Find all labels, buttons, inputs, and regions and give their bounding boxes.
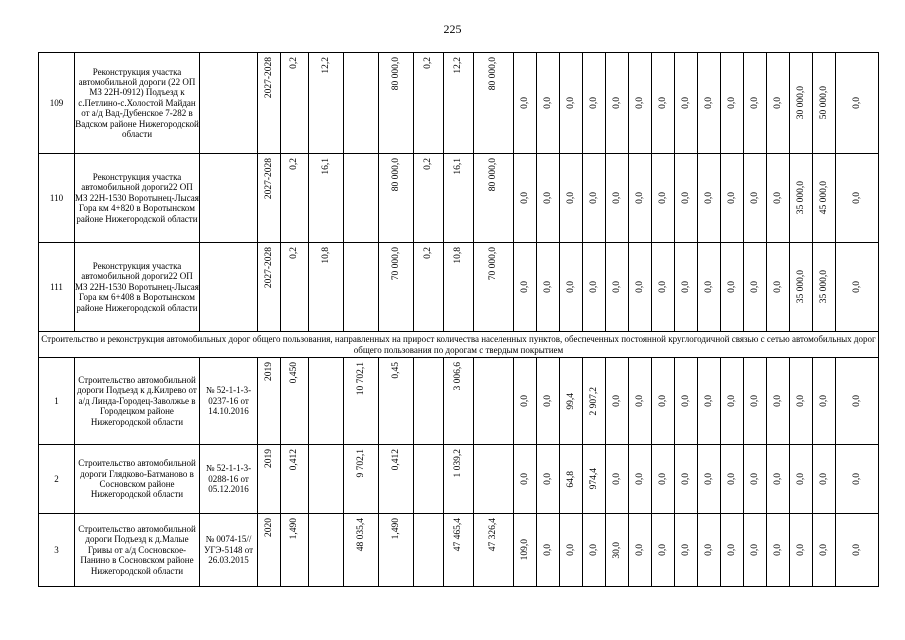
value-cell	[474, 358, 514, 445]
value-cell	[537, 358, 560, 445]
value-text: 0,0	[703, 192, 714, 204]
value-cell	[514, 53, 537, 154]
value-text: 0,0	[611, 281, 622, 293]
value-text: 0,0	[657, 281, 668, 293]
value-text: 0,0	[680, 544, 691, 556]
value-text: 2019	[263, 362, 274, 381]
value-cell	[514, 154, 537, 243]
value-cell	[744, 358, 767, 445]
value-text: 47 465,4	[453, 518, 463, 552]
value-cell	[698, 514, 721, 587]
value-cell	[474, 445, 514, 514]
value-cell	[721, 243, 744, 332]
value-cell	[606, 154, 629, 243]
value-cell	[675, 514, 698, 587]
value-cell	[514, 514, 537, 587]
value-cell	[414, 154, 444, 243]
value-cell	[309, 243, 344, 332]
value-text: 80 000,0	[488, 57, 498, 91]
value-text: 0,0	[680, 192, 691, 204]
value-text: 1 039,2	[453, 449, 463, 478]
value-text: 1,490	[390, 518, 401, 540]
value-cell	[675, 358, 698, 445]
value-text: 16,1	[320, 158, 331, 175]
value-text: 0,0	[680, 473, 691, 485]
value-cell	[767, 154, 790, 243]
value-cell	[444, 53, 474, 154]
value-text: 0,0	[772, 281, 783, 293]
value-text: 0,0	[726, 473, 737, 485]
value-text: 0,0	[588, 192, 599, 204]
object-name: Строительство автомобильной дороги Подъезд к д.Малые Гривы от а/д Сосновское-Панино в Сосновском районе Нижегородской области	[75, 514, 200, 587]
value-cell	[379, 514, 414, 587]
value-text: 0,0	[519, 97, 530, 109]
value-cell	[258, 53, 281, 154]
value-cell	[344, 445, 379, 514]
table-row	[39, 154, 879, 243]
object-name: Реконструкция участка автомобильной дороги (22 ОП МЗ 22Н-0912) Подъезд к с.Петлино-с.Холостой Майдан от а/д Вад-Дубенское 7-282 в Вадском районе Нижегородской области	[75, 53, 200, 154]
value-cell	[414, 53, 444, 154]
value-text: 0,0	[703, 395, 714, 407]
value-cell	[281, 154, 309, 243]
value-cell	[309, 358, 344, 445]
value-text: 16,1	[453, 158, 463, 175]
value-text: 0,0	[657, 97, 668, 109]
value-cell	[309, 154, 344, 243]
value-text: 0,0	[542, 395, 553, 407]
value-cell	[836, 154, 879, 243]
value-text: 10,8	[453, 247, 463, 264]
value-text: 0,0	[772, 97, 783, 109]
value-cell	[629, 154, 652, 243]
value-cell	[281, 358, 309, 445]
value-text: 1,490	[289, 518, 299, 540]
value-text: 0,0	[588, 281, 599, 293]
value-cell	[258, 243, 281, 332]
section-heading-row	[39, 332, 879, 358]
value-text: 12,2	[320, 57, 331, 74]
value-text: 0,0	[542, 97, 553, 109]
section-heading: Строительство и реконструкция автомобильных дорог общего пользования, направленных на прирост количества населенных пунктов, обеспеченных постоянной круглогодичной связью с сетью автомобильных дорог общего пользования по дорогам с твердым покрытием	[39, 332, 879, 358]
value-text: 0,0	[634, 192, 645, 204]
value-cell	[258, 514, 281, 587]
value-cell	[560, 445, 583, 514]
value-text: 9 702,1	[355, 449, 366, 478]
row-number: 109	[39, 53, 75, 154]
value-cell	[790, 358, 813, 445]
table-row	[39, 445, 879, 514]
value-text: 2027-2028	[263, 57, 274, 99]
value-text: 0,0	[611, 97, 622, 109]
value-cell	[698, 445, 721, 514]
value-cell	[537, 53, 560, 154]
value-cell	[790, 53, 813, 154]
value-text: 0,0	[851, 395, 862, 407]
value-cell	[675, 445, 698, 514]
value-cell	[629, 358, 652, 445]
value-cell	[444, 243, 474, 332]
value-cell	[629, 514, 652, 587]
value-text: 0,0	[851, 192, 862, 204]
value-cell	[583, 445, 606, 514]
value-cell	[583, 53, 606, 154]
value-cell	[698, 358, 721, 445]
value-cell	[652, 154, 675, 243]
value-cell	[721, 53, 744, 154]
value-cell	[474, 514, 514, 587]
value-text: 0,0	[657, 192, 668, 204]
value-cell	[537, 243, 560, 332]
value-text: 0,2	[289, 158, 299, 170]
value-text: 0,0	[519, 395, 530, 407]
value-text: 0,0	[749, 395, 760, 407]
value-text: 0,0	[542, 473, 553, 485]
value-text: 0,0	[565, 97, 576, 109]
value-cell	[813, 358, 836, 445]
value-text: 0,0	[680, 395, 691, 407]
value-text: 0,0	[818, 395, 829, 407]
value-cell	[344, 53, 379, 154]
object-name: Строительство автомобильной дороги Подъезд к д.Килрево от а/д Линда-Городец-Заволжье в Городецком районе Нижегородской области	[75, 358, 200, 445]
value-text: 30,0	[611, 541, 622, 559]
value-text: 70 000,0	[488, 247, 498, 281]
value-text: 974,4	[588, 468, 599, 490]
value-cell	[514, 243, 537, 332]
value-cell	[344, 154, 379, 243]
value-text: 0,0	[634, 281, 645, 293]
value-cell	[744, 445, 767, 514]
value-text: 0,0	[726, 281, 737, 293]
value-text: 0,0	[772, 473, 783, 485]
value-cell	[344, 358, 379, 445]
value-cell	[537, 445, 560, 514]
value-cell	[258, 445, 281, 514]
value-cell	[790, 154, 813, 243]
value-text: 0,0	[726, 97, 737, 109]
value-text: 99,4	[565, 392, 576, 410]
table-row	[39, 243, 879, 332]
value-cell	[606, 243, 629, 332]
table-row	[39, 358, 879, 445]
value-cell	[560, 358, 583, 445]
value-text: 50 000,0	[818, 86, 829, 120]
value-text: 2027-2028	[263, 247, 274, 289]
expertise-document: № 52-1-1-3-0288-16 от 05.12.2016	[200, 445, 258, 514]
value-cell	[474, 53, 514, 154]
value-text: 80 000,0	[390, 158, 401, 192]
value-cell	[281, 445, 309, 514]
value-cell	[444, 358, 474, 445]
value-cell	[379, 243, 414, 332]
value-text: 0,0	[772, 192, 783, 204]
value-cell	[560, 53, 583, 154]
value-cell	[258, 154, 281, 243]
value-cell	[344, 514, 379, 587]
value-text: 80 000,0	[390, 57, 401, 91]
row-number: 2	[39, 445, 75, 514]
value-cell	[414, 358, 444, 445]
value-cell	[583, 358, 606, 445]
value-text: 0,2	[423, 247, 433, 259]
object-name: Строительство автомобильной дороги Глядково-Батманово в Сосновском районе Нижегородской области	[75, 445, 200, 514]
value-cell	[309, 53, 344, 154]
value-cell	[560, 514, 583, 587]
value-cell	[767, 358, 790, 445]
value-text: 0,0	[565, 544, 576, 556]
value-text: 0,0	[818, 473, 829, 485]
value-text: 0,0	[795, 544, 806, 556]
value-cell	[258, 358, 281, 445]
value-text: 0,450	[289, 362, 299, 384]
value-cell	[698, 53, 721, 154]
table-row	[39, 53, 879, 154]
row-number: 110	[39, 154, 75, 243]
row-number: 1	[39, 358, 75, 445]
value-cell	[836, 243, 879, 332]
value-cell	[537, 154, 560, 243]
value-text: 0,0	[851, 544, 862, 556]
expertise-document	[200, 154, 258, 243]
value-cell	[675, 53, 698, 154]
value-cell	[721, 358, 744, 445]
value-text: 0,45	[390, 362, 401, 379]
value-cell	[444, 445, 474, 514]
value-cell	[629, 53, 652, 154]
value-text: 0,0	[680, 281, 691, 293]
value-cell	[414, 514, 444, 587]
value-cell	[721, 154, 744, 243]
value-cell	[537, 514, 560, 587]
value-cell	[744, 243, 767, 332]
value-text: 0,0	[519, 192, 530, 204]
value-cell	[790, 243, 813, 332]
value-cell	[767, 243, 790, 332]
page-number: 225	[443, 22, 462, 36]
value-text: 64,8	[565, 470, 576, 488]
value-text: 0,0	[851, 97, 862, 109]
value-text: 0,412	[390, 449, 401, 471]
value-cell	[721, 445, 744, 514]
value-cell	[652, 445, 675, 514]
value-cell	[790, 445, 813, 514]
value-cell	[652, 243, 675, 332]
value-cell	[813, 53, 836, 154]
value-text: 80 000,0	[488, 158, 498, 192]
value-text: 0,0	[818, 544, 829, 556]
value-cell	[744, 514, 767, 587]
value-cell	[379, 53, 414, 154]
value-text: 0,0	[634, 473, 645, 485]
value-text: 35 000,0	[795, 270, 806, 304]
value-text: 2 907,2	[588, 386, 599, 416]
value-text: 70 000,0	[390, 247, 401, 281]
value-cell	[414, 243, 444, 332]
object-name: Реконструкция участка автомобильной дороги22 ОП МЗ 22Н-1530 Воротынец-Лысая Гора км 4+820 в Воротынском районе Нижегородской области	[75, 154, 200, 243]
value-text: 0,2	[423, 158, 433, 170]
value-cell	[675, 154, 698, 243]
value-cell	[560, 243, 583, 332]
object-name: Реконструкция участка автомобильной дороги22 ОП МЗ 22Н-1530 Воротынец-Лысая Гора км 6+408 в Воротынском районе Нижегородской области	[75, 243, 200, 332]
value-cell	[309, 514, 344, 587]
value-text: 0,0	[851, 281, 862, 293]
value-text: 0,0	[703, 281, 714, 293]
value-text: 0,0	[795, 395, 806, 407]
value-cell	[652, 53, 675, 154]
program-table	[38, 52, 879, 587]
value-text: 0,0	[749, 97, 760, 109]
value-cell	[652, 358, 675, 445]
value-cell	[444, 514, 474, 587]
value-cell	[836, 358, 879, 445]
row-number: 111	[39, 243, 75, 332]
value-text: 0,0	[680, 97, 691, 109]
value-text: 0,412	[289, 449, 299, 471]
value-text: 0,0	[726, 192, 737, 204]
value-text: 35 000,0	[795, 181, 806, 215]
value-cell	[379, 154, 414, 243]
value-cell	[606, 445, 629, 514]
value-text: 0,0	[611, 473, 622, 485]
value-cell	[444, 154, 474, 243]
value-text: 109,0	[519, 539, 530, 561]
expertise-document	[200, 243, 258, 332]
value-cell	[813, 154, 836, 243]
value-text: 47 326,4	[488, 518, 498, 552]
value-text: 0,0	[749, 544, 760, 556]
value-cell	[790, 514, 813, 587]
value-text: 10,8	[320, 247, 331, 264]
value-text: 0,0	[772, 395, 783, 407]
value-cell	[281, 243, 309, 332]
value-cell	[698, 243, 721, 332]
value-text: 0,0	[542, 544, 553, 556]
value-cell	[560, 154, 583, 243]
expertise-document: № 52-1-1-3-0237-16 от 14.10.2016	[200, 358, 258, 445]
value-text: 2020	[263, 518, 274, 537]
value-text: 0,0	[851, 473, 862, 485]
value-cell	[836, 514, 879, 587]
value-cell	[652, 514, 675, 587]
value-text: 0,0	[703, 97, 714, 109]
value-cell	[698, 154, 721, 243]
value-cell	[281, 514, 309, 587]
value-cell	[606, 514, 629, 587]
value-text: 30 000,0	[795, 86, 806, 120]
value-cell	[514, 445, 537, 514]
value-text: 0,0	[795, 473, 806, 485]
value-text: 2019	[263, 449, 274, 468]
value-cell	[836, 53, 879, 154]
expertise-document: № 0074-15//УГЭ-5148 от 26.03.2015	[200, 514, 258, 587]
value-cell	[379, 358, 414, 445]
value-cell	[629, 243, 652, 332]
expertise-document	[200, 53, 258, 154]
value-text: 45 000,0	[818, 181, 829, 215]
value-cell	[629, 445, 652, 514]
value-cell	[606, 358, 629, 445]
value-text: 0,2	[289, 247, 299, 259]
value-text: 35 000,0	[818, 270, 829, 304]
value-text: 0,0	[657, 473, 668, 485]
value-cell	[514, 358, 537, 445]
value-cell	[813, 445, 836, 514]
value-text: 0,2	[423, 57, 433, 69]
value-text: 12,2	[453, 57, 463, 74]
value-cell	[309, 445, 344, 514]
value-cell	[414, 445, 444, 514]
value-text: 0,0	[634, 395, 645, 407]
value-text: 0,0	[772, 544, 783, 556]
value-text: 10 702,1	[355, 362, 366, 396]
value-cell	[744, 154, 767, 243]
value-cell	[813, 514, 836, 587]
value-cell	[583, 514, 606, 587]
value-text: 0,0	[611, 192, 622, 204]
value-cell	[379, 445, 414, 514]
value-cell	[767, 445, 790, 514]
value-text: 0,0	[726, 395, 737, 407]
value-cell	[767, 514, 790, 587]
value-text: 0,0	[565, 281, 576, 293]
value-text: 2027-2028	[263, 158, 274, 200]
value-text: 0,0	[542, 192, 553, 204]
value-text: 0,0	[726, 544, 737, 556]
value-text: 3 006,6	[453, 362, 463, 391]
value-cell	[836, 445, 879, 514]
value-cell	[344, 243, 379, 332]
value-text: 0,0	[634, 97, 645, 109]
row-number: 3	[39, 514, 75, 587]
table-row	[39, 514, 879, 587]
value-text: 0,0	[519, 473, 530, 485]
value-text: 0,0	[588, 544, 599, 556]
value-cell	[606, 53, 629, 154]
value-text: 0,0	[703, 544, 714, 556]
value-cell	[583, 243, 606, 332]
value-text: 0,0	[749, 281, 760, 293]
value-cell	[675, 243, 698, 332]
value-cell	[583, 154, 606, 243]
value-text: 0,0	[703, 473, 714, 485]
value-text: 0,0	[657, 395, 668, 407]
value-text: 0,0	[611, 395, 622, 407]
value-cell	[767, 53, 790, 154]
value-cell	[744, 53, 767, 154]
value-cell	[813, 243, 836, 332]
value-cell	[474, 154, 514, 243]
value-text: 0,0	[749, 192, 760, 204]
value-text: 0,0	[749, 473, 760, 485]
value-cell	[474, 243, 514, 332]
value-text: 48 035,4	[355, 518, 366, 552]
value-text: 0,0	[657, 544, 668, 556]
value-text: 0,2	[289, 57, 299, 69]
value-cell	[281, 53, 309, 154]
value-cell	[721, 514, 744, 587]
value-text: 0,0	[565, 192, 576, 204]
value-text: 0,0	[542, 281, 553, 293]
value-text: 0,0	[634, 544, 645, 556]
value-text: 0,0	[519, 281, 530, 293]
value-text: 0,0	[588, 97, 599, 109]
